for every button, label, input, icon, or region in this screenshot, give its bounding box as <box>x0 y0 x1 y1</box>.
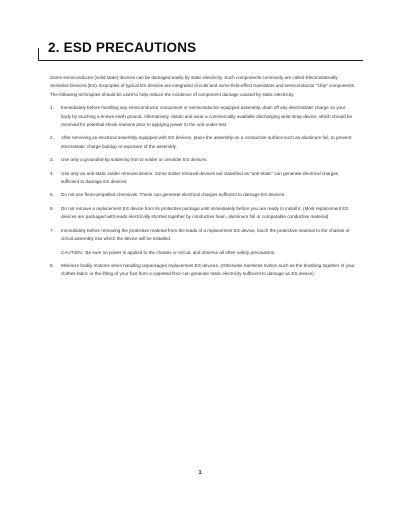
list-item <box>50 191 356 199</box>
list-item-number: 2. <box>50 135 54 141</box>
list-item-number: 3. <box>50 157 54 163</box>
intro-paragraph: Some semiconductor (solid state) devices can be damaged easily by static electricity. Such components commonly are called Electrostatically Sensitive Devices (ES). Examples of typical ES devices are integrated circuits and some field-effect transistors and semiconductor "chip" components. The following techniques should be used to help reduce the incidence of component damage caused by static electricity. <box>50 75 356 97</box>
page-title: 2. ESD PRECAUTIONS <box>48 40 197 55</box>
list-item <box>50 104 356 129</box>
caution-note: CAUTION : Be sure no power is applied to the chassis or circuit, and observe all other safety precautions. <box>61 249 276 255</box>
list-item-number: 6. <box>50 205 54 211</box>
list-item-number: 5. <box>50 192 54 198</box>
list-item-text: Do not remove a replacement ES device from its protective package until immediately before you are ready to install it. (Most replacement ES devices are packaged with leads electrically shorted together by conductive foam, aluminum foil or comparable conductive material). <box>61 205 349 220</box>
list-item <box>50 262 356 279</box>
list-item-text: Use only an anti-static solder removal device. Some solder removal devices not classified as "anti-static" can generate electrical charges sufficient to damage ES devices. <box>61 170 339 185</box>
precaution-list-continued <box>50 262 356 279</box>
list-item <box>50 227 356 244</box>
list-item-number: 1. <box>50 105 54 111</box>
title-rule-tick <box>38 48 39 60</box>
precaution-list <box>50 104 356 243</box>
list-item-text: After removing an electrical assembly equipped with ES devices, place the assembly on a conductive surface such as aluminum foil, to prevent electrostatic charge buildup or exposure of the assembly. <box>61 135 352 149</box>
title-underline <box>38 60 363 61</box>
page-number: 1 <box>198 470 202 476</box>
list-item <box>50 205 356 222</box>
list-item-text: Do not use freon-propelled chemicals. These can generate electrical charges sufficient to damage ES devices. <box>61 192 286 198</box>
list-item <box>50 170 356 187</box>
list-item-text: Use only a grounded-tip soldering iron to solder or unsolder ES devices. <box>61 157 208 163</box>
list-item-text: Minimize bodily motions when handling unpackaged replacement ES devices. (Otherwise harmless motion such as the brushing together of your clothes fabric or the lifting of your foot from a carpeted floor can generate static electricity sufficient to damage an ES device). <box>61 262 355 277</box>
body-text <box>50 74 356 284</box>
list-item-number: 8. <box>50 262 54 268</box>
list-item-number: 7. <box>50 227 54 233</box>
list-item-number: 4. <box>50 170 54 176</box>
list-item <box>50 156 356 164</box>
list-item-text: Immediately before handling any semiconductor component or semiconductor-equipped assembly, drain off any electrostatic charge on your body by touching a known earth ground. Alternatively, obtain and wear a commercially available discharging wrist strap device, which should be removed for potential shock reasons prior to applying power to the unit under test. <box>61 105 353 128</box>
list-item <box>50 134 356 151</box>
list-item-text: Immediately before removing the protective material from the leads of a replacement ES device, touch the protective material to the chassis or circuit assembly into which the device will be installed. <box>61 227 350 242</box>
